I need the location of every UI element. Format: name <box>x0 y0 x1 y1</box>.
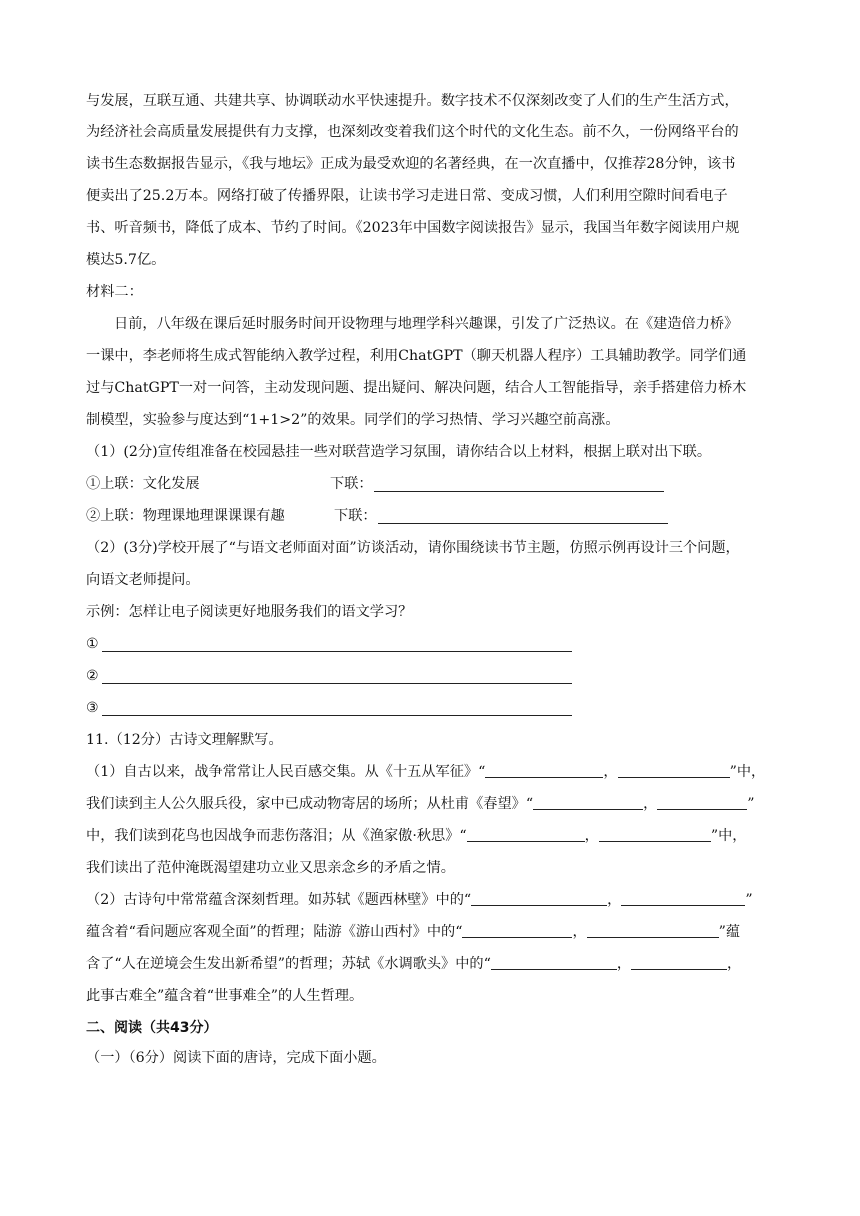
q11-p1-text-b: ”中， <box>729 764 766 780</box>
material2-line-3: 过与ChatGPT一对一问答，主动发现问题、提出疑问、解决问题，结合人工智能指导，亲手搭建倍力桥木 <box>86 380 747 396</box>
couplet-1-answer-line[interactable] <box>374 491 664 492</box>
material2-line-2: 一课中，李老师将生成式智能纳入教学过程，利用ChatGPT（聊天机器人程序）工具辅助教学。同学们通 <box>86 348 747 364</box>
q2-example: 示例：怎样让电子阅读更好地服务我们的语文学习？ <box>86 604 413 620</box>
q11-blank-9[interactable] <box>462 923 572 938</box>
q11-blank-6[interactable] <box>599 827 711 842</box>
q11-p1-line-2 <box>86 794 780 814</box>
couplet-2-lower-label: 下联： <box>334 508 377 524</box>
q2-answer-number-3: ③ <box>86 700 99 716</box>
q11-p1-line-3 <box>86 826 780 846</box>
q11-p2-text-f: ”蕴 <box>718 924 741 940</box>
couplet-2-upper: ②上联：物理课地理课课课有趣 <box>86 508 285 524</box>
q11-blank-3[interactable] <box>533 795 643 810</box>
q11-p2-sep-3: ， <box>616 956 632 972</box>
q11-p2-line-2 <box>86 922 780 942</box>
q11-heading: 11.（12分）古诗文理解默写。 <box>86 732 283 748</box>
q11-p1-line-1 <box>86 762 780 782</box>
q2-answer-number-1: ① <box>86 636 99 652</box>
material1-line-5: 书、听音频书，降低了成本、节约了时间。《2023年中国数字阅读报告》显示，我国当年数字阅读用户规 <box>86 220 740 236</box>
q11-blank-1[interactable] <box>485 763 603 778</box>
q11-blank-10[interactable] <box>587 923 719 938</box>
q11-p1-text-a: （1）自古以来，战争常常让人民百感交集。从《十五从军征》“ <box>86 764 486 780</box>
q11-blank-12[interactable] <box>631 955 727 970</box>
q11-p2-sep: ， <box>607 892 622 908</box>
q11-p1-text-h: ”中， <box>710 828 747 844</box>
q2-answer-number-2: ② <box>86 668 99 684</box>
q11-blank-8[interactable] <box>621 891 745 906</box>
q11-p2-line-3 <box>86 954 780 974</box>
q11-p2-line-4: 此事古难全”蕴含着“世事难全”的人生哲理。 <box>86 988 364 1004</box>
material2-line-4: 制模型，实验参与度达到“1+1>2”的效果。同学们的学习热情、学习兴趣空前高涨。 <box>86 412 620 428</box>
couplet-1-lower-label: 下联： <box>330 476 373 492</box>
q11-blank-7[interactable] <box>471 891 607 906</box>
section-2-subheading: （一）（6分）阅读下面的唐诗，完成下面小题。 <box>86 1050 386 1066</box>
q2-answer-line-3[interactable] <box>102 715 572 716</box>
q11-p1-text-c: 我们读到主人公久服兵役，家中已成动物寄居的场所；从杜甫《春望》“ <box>86 796 534 812</box>
material1-line-6: 模达5.7亿。 <box>86 252 166 268</box>
q11-p2-text-g: 含了“人在逆境会生发出新希望”的哲理；苏轼《水调歌头》中的“ <box>86 956 491 972</box>
q11-blank-11[interactable] <box>491 955 617 970</box>
q11-p1-sep: ， <box>603 764 618 780</box>
q2-prompt-line-2: 向语文老师提问。 <box>86 572 200 588</box>
q11-p2-text-d: 蕴含着“看问题应客观全面”的哲理；陆游《游山西村》中的“ <box>86 924 463 940</box>
section-2-heading: 二、阅读（共43分） <box>86 1020 218 1036</box>
material1-line-1: 与发展，互联互通、共建共享、协调联动水平快速提升。数字技术不仅深刻改变了人们的生产生活方式， <box>86 93 739 109</box>
q11-p1-sep-2: ， <box>643 796 658 812</box>
couplet-2-answer-line[interactable] <box>378 523 668 524</box>
material1-line-3: 读书生态数据报告显示，《我与地坛》正成为最受欢迎的名著经典，在一次直播中，仅推荐28分钟，该书 <box>86 156 736 172</box>
q11-blank-4[interactable] <box>657 795 747 810</box>
q11-blank-5[interactable] <box>467 827 585 842</box>
material2-line-1: 日前，八年级在课后延时服务时间开设物理与地理学科兴趣课，引发了广泛热议。在《建造倍力桥》 <box>114 316 739 332</box>
q11-p1-text-e: ” <box>747 796 755 812</box>
q11-blank-2[interactable] <box>618 763 730 778</box>
q11-p1-sep-3: ， <box>584 828 599 844</box>
q11-p2-text-c: ” <box>745 892 753 908</box>
material1-line-2: 为经济社会高质量发展提供有力支撑，也深刻改变着我们这个时代的文化生态。前不久，一份网络平台的 <box>86 124 739 140</box>
q11-p2-sep-2: ， <box>572 924 587 940</box>
q11-p2-sep-4: ， <box>727 956 742 972</box>
q11-p2-line-1 <box>86 890 780 910</box>
q11-p1-text-f: 中，我们读到花鸟也因战争而悲伤落泪；从《渔家傲·秋思》“ <box>86 828 467 844</box>
q11-p1-line-4: 我们读出了范仲淹既渴望建功立业又思亲念乡的矛盾之情。 <box>86 860 455 876</box>
q11-p2-text-a: （2）古诗句中常常蕴含深刻哲理。如苏轼《题西林壁》中的“ <box>86 892 472 908</box>
q2-prompt-line-1: （2）(3分)学校开展了“与语文老师面对面”访谈活动，请你围绕读书节主题，仿照示例再设计三个问题， <box>86 540 740 556</box>
material1-line-4: 便卖出了25.2万本。网络打破了传播界限，让读书学习走进日常、变成习惯，人们利用空隙时间看电子 <box>86 188 728 204</box>
material2-label: 材料二： <box>86 284 143 300</box>
couplet-1-upper: ①上联：文化发展 <box>86 476 200 492</box>
q2-answer-line-1[interactable] <box>102 651 572 652</box>
q1-prompt: （1）(2分)宣传组准备在校园悬挂一些对联营造学习氛围，请你结合以上材料，根据上联对出下联。 <box>86 444 712 460</box>
q2-answer-line-2[interactable] <box>102 683 572 684</box>
